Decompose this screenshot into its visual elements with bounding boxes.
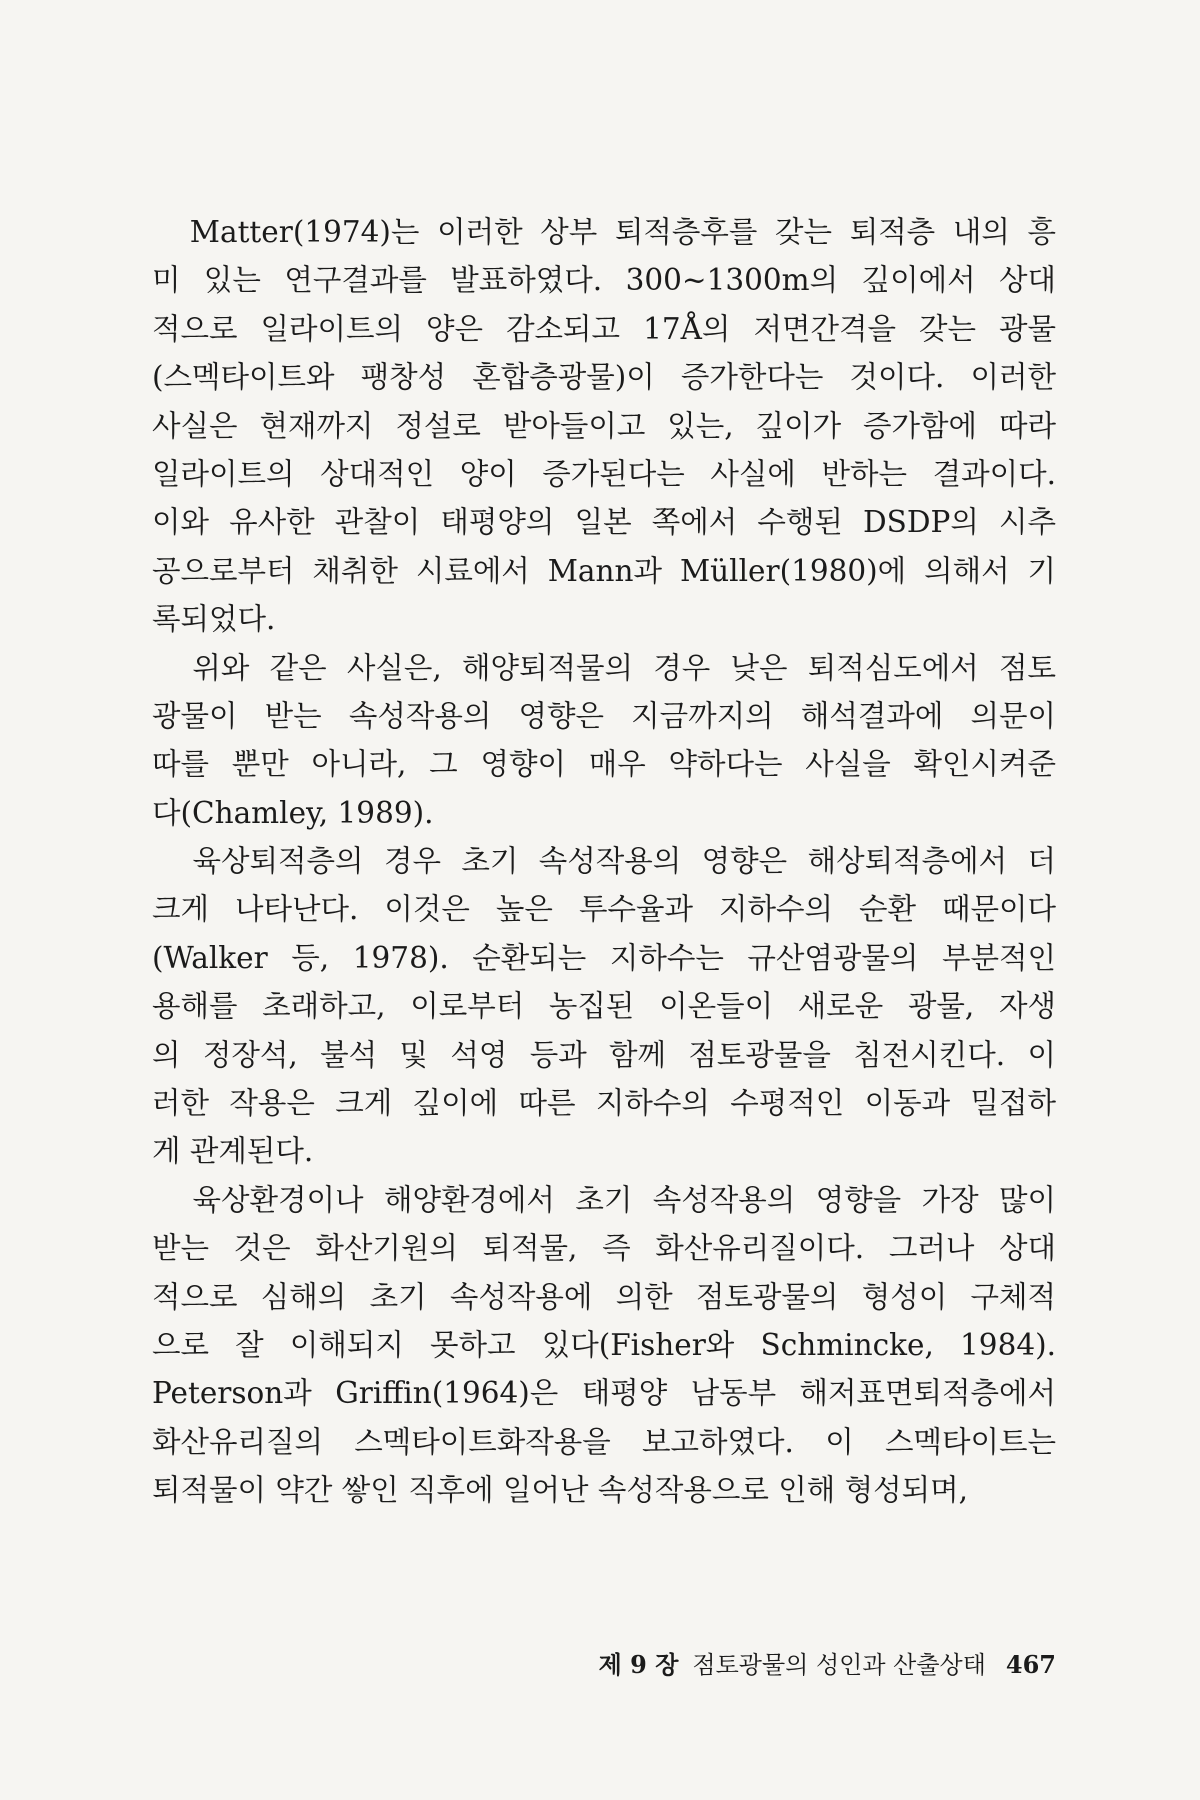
text-line: 이와 유사한 관찰이 태평양의 일본 쪽에서 수행된 DSDP의 시추 — [152, 505, 1056, 540]
body-text — [152, 208, 1056, 1515]
text-line: 크게 나타난다. 이것은 높은 투수율과 지하수의 순환 때문이다 — [152, 892, 1056, 927]
text-line: (Walker 등, 1978). 순환되는 지하수는 규산염광물의 부분적인 — [152, 940, 1056, 975]
text-line: 러한 작용은 크게 깊이에 따른 지하수의 수평적인 이동과 밀접하 — [152, 1086, 1056, 1121]
text-line: 공으로부터 채취한 시료에서 Mann과 Müller(1980)에 의해서 기 — [152, 553, 1056, 588]
chapter-label: 제 9 장 — [598, 1650, 679, 1679]
chapter-title: 점토광물의 성인과 산출상태 — [692, 1651, 986, 1679]
text-line: 받는 것은 화산기원의 퇴적물, 즉 화산유리질이다. 그러나 상대 — [152, 1231, 1056, 1266]
text-line: 퇴적물이 약간 쌓인 직후에 일어난 속성작용으로 인해 형성되며, — [152, 1473, 968, 1508]
text-line: 적으로 심해의 초기 속성작용에 의한 점토광물의 형성이 구체적 — [152, 1279, 1056, 1314]
page-footer — [530, 1648, 1056, 1682]
text-line: 일라이트의 상대적인 양이 증가된다는 사실에 반하는 결과이다. — [152, 456, 1056, 491]
text-line: 의 정장석, 불석 및 석영 등과 함께 점토광물을 침전시킨다. 이 — [152, 1037, 1056, 1072]
page-number: 467 — [1005, 1650, 1056, 1679]
text-line: 육상환경이나 해양환경에서 초기 속성작용의 영향을 가장 많이 — [152, 1182, 1056, 1217]
text-line: 적으로 일라이트의 양은 감소되고 17Å의 저면간격을 갖는 광물 — [152, 311, 1056, 346]
paragraph-1 — [152, 208, 1056, 644]
text-line: 록되었다. — [152, 602, 276, 637]
text-line: 미 있는 연구결과를 발표하였다. 300∼1300m의 깊이에서 상대 — [152, 263, 1056, 298]
text-line: Matter(1974)는 이러한 상부 퇴적층후를 갖는 퇴적층 내의 흥 — [152, 215, 1056, 249]
paragraph-2 — [152, 644, 1056, 838]
text-line: 으로 잘 이해되지 못하고 있다(Fisher와 Schmincke, 1984). — [152, 1327, 1056, 1362]
paragraph-3 — [152, 837, 1056, 1176]
text-line: Peterson과 Griffin(1964)은 태평양 남동부 해저표면퇴적층에서 — [152, 1376, 1056, 1411]
text-line: 위와 같은 사실은, 해양퇴적물의 경우 낮은 퇴적심도에서 점토 — [152, 650, 1056, 685]
text-line: (스멕타이트와 팽창성 혼합층광물)이 증가한다는 것이다. 이러한 — [152, 360, 1056, 395]
text-line: 사실은 현재까지 정설로 받아들이고 있는, 깊이가 증가함에 따라 — [152, 408, 1056, 443]
text-line: 게 관계된다. — [152, 1134, 314, 1169]
text-line: 육상퇴적층의 경우 초기 속성작용의 영향은 해상퇴적층에서 더 — [152, 844, 1056, 879]
text-line: 화산유리질의 스멕타이트화작용을 보고하였다. 이 스멕타이트는 — [152, 1424, 1056, 1459]
paragraph-4 — [152, 1176, 1056, 1515]
text-line: 광물이 받는 속성작용의 영향은 지금까지의 해석결과에 의문이 — [152, 698, 1056, 733]
text-line: 용해를 초래하고, 이로부터 농집된 이온들이 새로운 광물, 자생 — [152, 989, 1056, 1024]
text-line: 다(Chamley, 1989). — [152, 795, 434, 830]
text-line: 따를 뿐만 아니라, 그 영향이 매우 약하다는 사실을 확인시켜준 — [152, 747, 1056, 782]
